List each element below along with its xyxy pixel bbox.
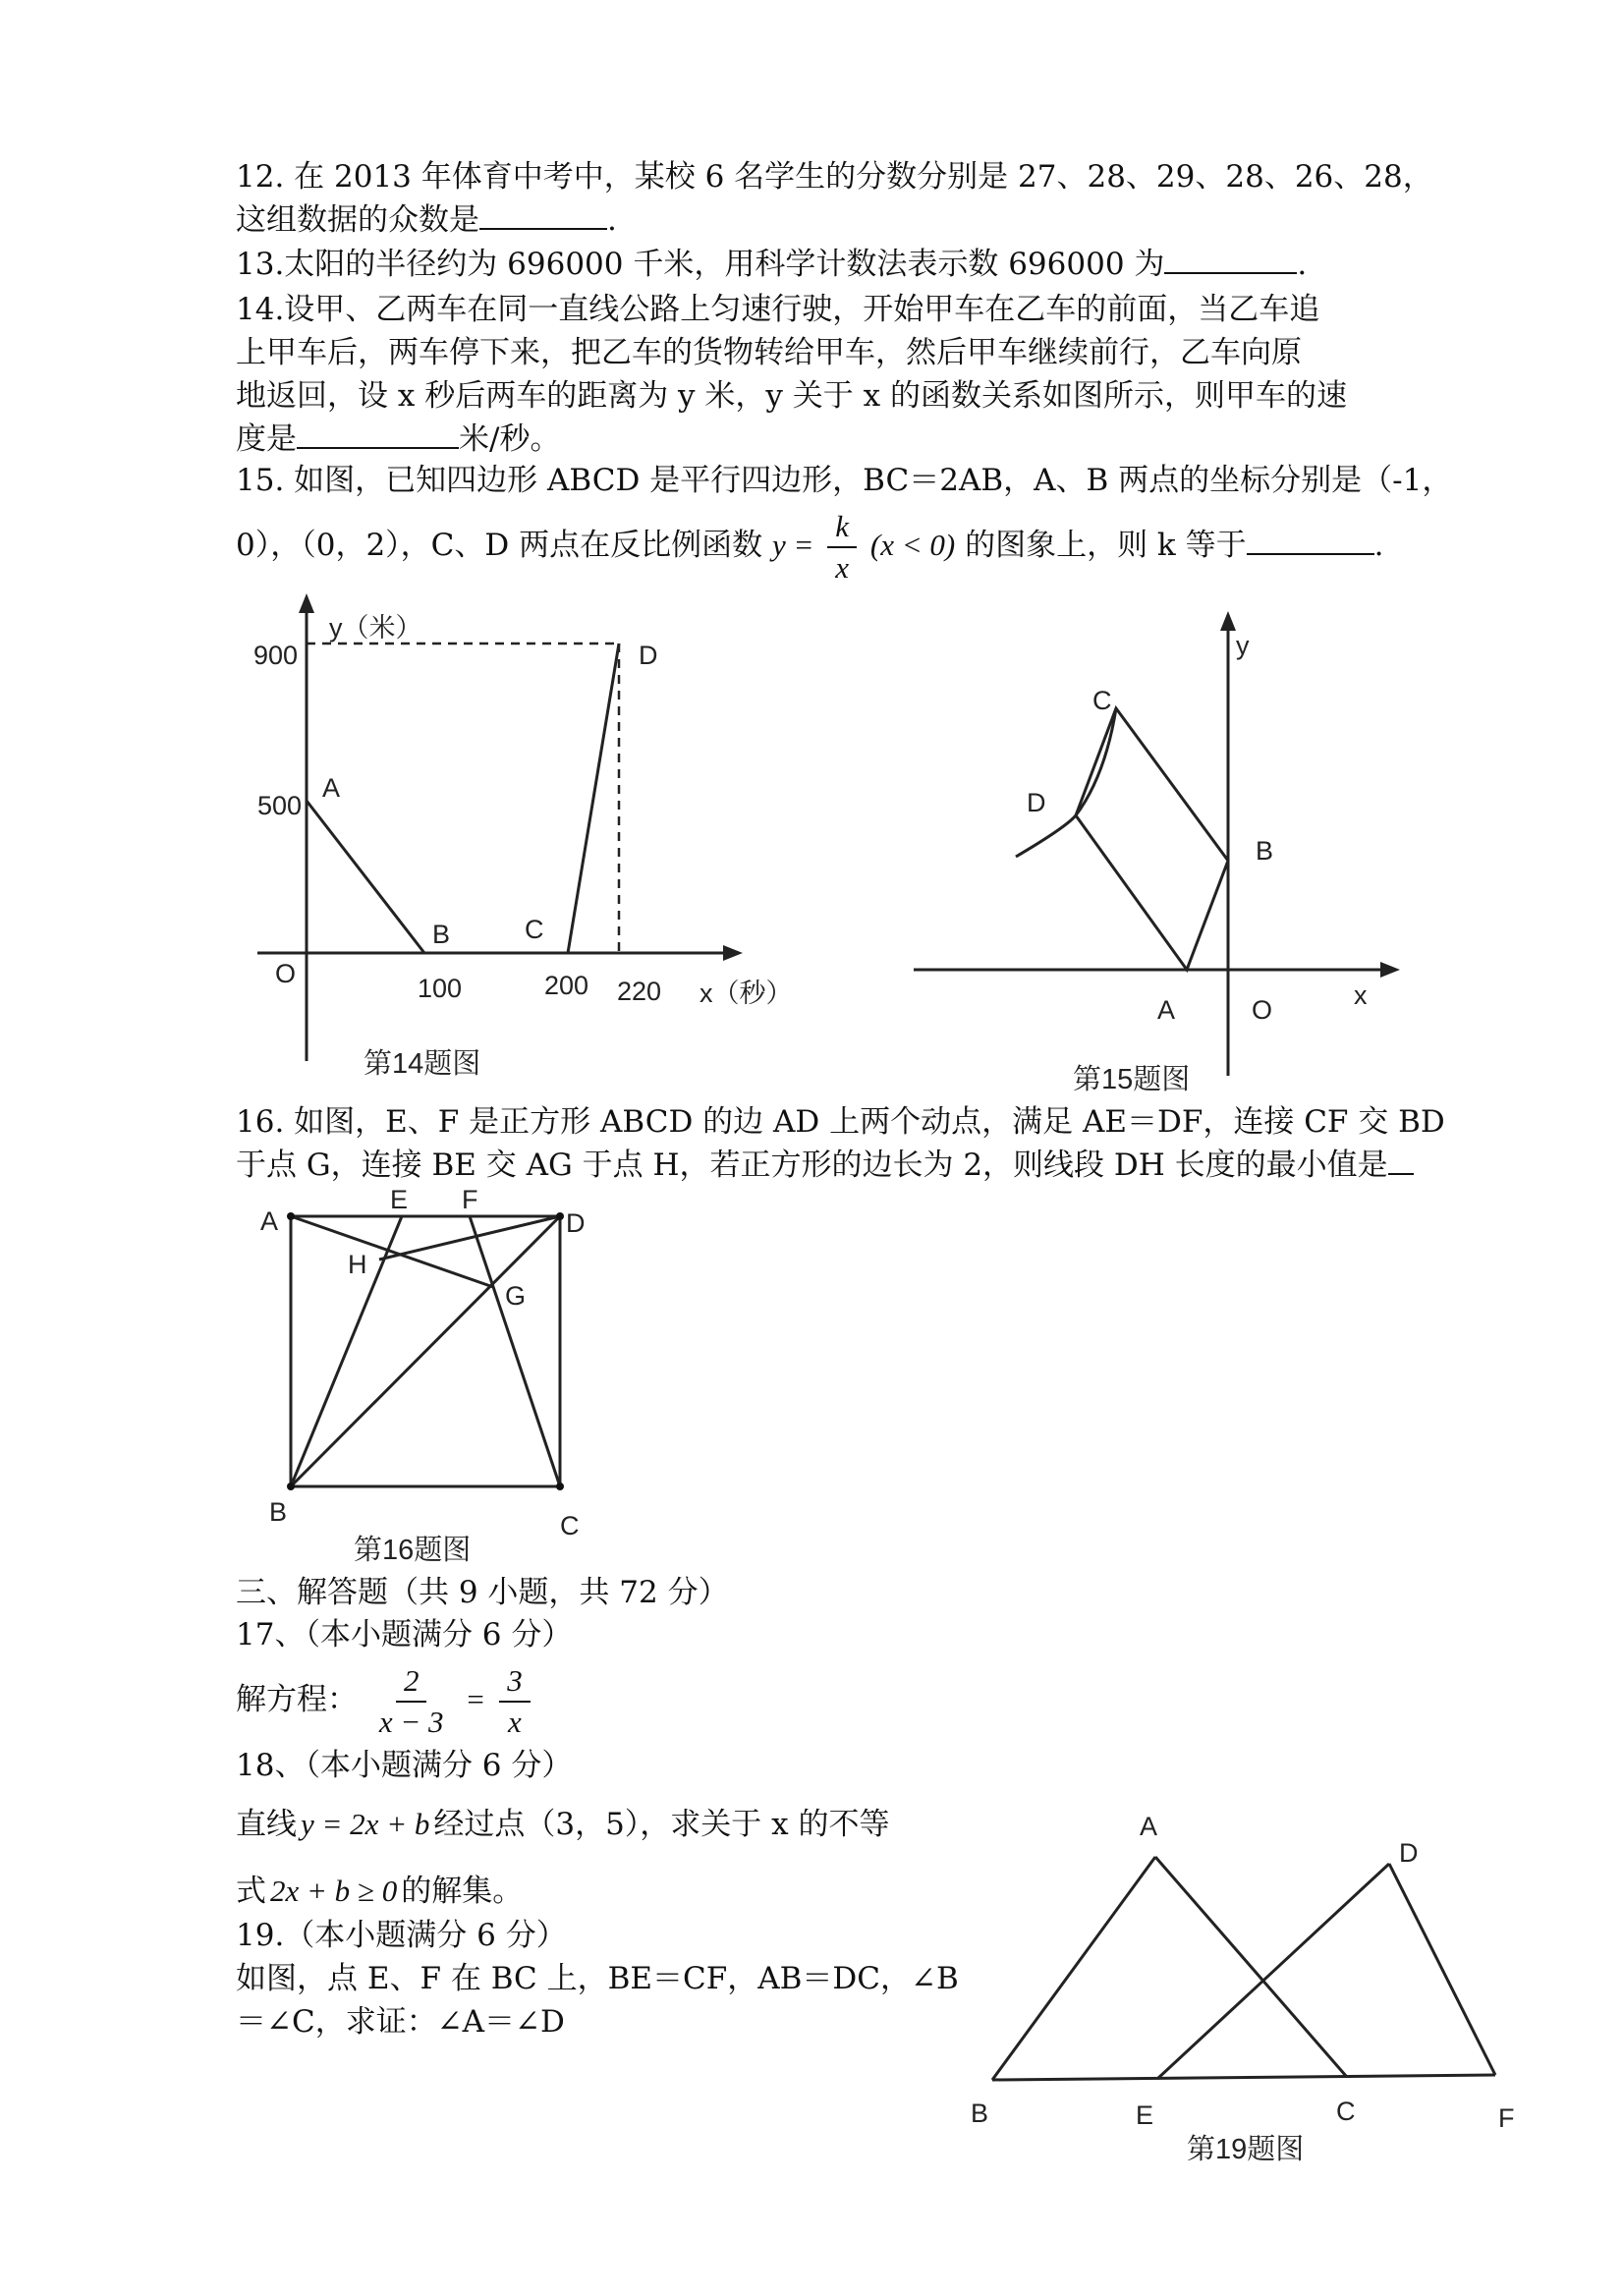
fig14-y-arrow: [299, 593, 314, 613]
q13-line1: 13.太阳的半径约为 696000 千米，用科学计数法表示数 696000 为 .: [236, 243, 1307, 286]
fig16-line-CF: [470, 1216, 560, 1486]
fig15-origin: O: [1252, 995, 1273, 1025]
fig16-dot-D: [556, 1212, 564, 1220]
fig19-point-B: B: [971, 2099, 989, 2128]
fig19-segment-DF: [1389, 1864, 1495, 2075]
fig14-point-C: C: [525, 915, 544, 944]
fig19-point-D: D: [1399, 1838, 1419, 1868]
q15-line2: 0），（0，2），C、D 两点在反比例函数 y = $\frac{k}{x}$ (x < 0) 的图象上，则 k 等于 .: [236, 506, 1383, 588]
answer-blank-13[interactable]: [1164, 243, 1297, 274]
answer-blank-14[interactable]: [297, 418, 459, 449]
fig14-tick-200: 200: [544, 971, 589, 1000]
q19-line1: 如图，点 E、F 在 BC 上，BE＝CF，AB＝DC，∠B: [236, 1961, 959, 1996]
fig14-segment-CD: [568, 644, 619, 953]
q19-header: 19.（本小题满分 6 分）: [236, 1918, 567, 1953]
answer-blank-15[interactable]: [1247, 524, 1374, 555]
fig15-point-A: A: [1157, 995, 1176, 1025]
q17-header: 17、（本小题满分 6 分）: [236, 1617, 573, 1652]
fig16-point-G: G: [505, 1281, 527, 1311]
fig19-point-A: A: [1140, 1812, 1158, 1841]
figure-15-parallelogram-hyperbola: [904, 599, 1415, 1100]
q14-line1: 14.设甲、乙两车在同一直线公路上匀速行驶，开始甲车在乙车的前面，当乙车追: [236, 292, 1320, 327]
fig15-hyperbola: [1016, 708, 1116, 857]
fig19-point-F: F: [1498, 2103, 1515, 2133]
fig15-caption: 第15题图: [1073, 1064, 1191, 1095]
fig16-point-H: H: [348, 1250, 367, 1279]
fig14-y-label: y（米）: [329, 613, 422, 643]
fig14-point-D: D: [639, 641, 658, 670]
q18-line1: 直线 y = 2x + b 经过点（3，5），求关于 x 的不等: [236, 1807, 890, 1842]
q16-line1: 16. 如图，E、F 是正方形 ABCD 的边 AD 上两个动点，满足 AE＝DF，连接 CF 交 BD: [236, 1104, 1445, 1140]
fig14-caption: 第14题图: [364, 1048, 481, 1080]
fig15-x-arrow: [1380, 962, 1400, 978]
q16-line2: 于点 G，连接 BE 交 AG 于点 H，若正方形的边长为 2，则线段 DH 长度的最小值是: [236, 1144, 1414, 1187]
fig15-x-label: x: [1354, 980, 1368, 1010]
fig16-diagonal-BD: [291, 1216, 560, 1486]
q17-rhs-fraction: $\frac{3}{x}$: [499, 1661, 531, 1742]
section-3-heading: 三、解答题（共 9 小题，共 72 分）: [236, 1575, 729, 1610]
q19-line2: ＝∠C，求证：∠A＝∠D: [236, 2004, 565, 2040]
fig14-segment-AB: [307, 801, 424, 953]
fig16-dot-A: [287, 1212, 295, 1220]
q14-line4: 度是 米/秒。: [236, 418, 560, 461]
fig14-tick-220: 220: [617, 977, 662, 1006]
q17-equation: 解方程： $\frac{2}{x - 3}$ = $\frac{3}{x}$: [236, 1660, 534, 1742]
fig14-tick-500: 500: [257, 791, 303, 820]
fig14-tick-100: 100: [418, 974, 463, 1003]
figure-14-distance-time-graph: [246, 589, 815, 1081]
fig15-point-C: C: [1092, 686, 1112, 715]
fig14-x-arrow: [723, 945, 743, 961]
fig16-point-D: D: [566, 1208, 586, 1238]
fig16-point-C: C: [560, 1511, 580, 1540]
q18-header: 18、（本小题满分 6 分）: [236, 1748, 573, 1783]
fig16-caption: 第16题图: [354, 1535, 472, 1566]
q14-line3: 地返回，设 x 秒后两车的距离为 y 米，y 关于 x 的函数关系如图所示，则甲车的速: [236, 378, 1347, 414]
fig19-point-E: E: [1136, 2100, 1154, 2130]
fig16-line-AG: [291, 1216, 493, 1287]
figure-19-triangles: [963, 1793, 1523, 2181]
fig15-point-D: D: [1027, 788, 1046, 817]
fig15-y-label: y: [1236, 631, 1250, 660]
fig16-point-A: A: [260, 1206, 279, 1236]
q12-line1: 12. 在 2013 年体育中考中，某校 6 名学生的分数分别是 27、28、29、28、26、28，: [236, 159, 1433, 195]
fig16-dot-C: [556, 1483, 564, 1490]
fig16-line-DH: [379, 1216, 560, 1260]
q15-fraction: $\frac{k}{x}$: [827, 507, 857, 588]
fig19-segment-AB: [992, 1857, 1155, 2080]
fig19-caption: 第19题图: [1187, 2134, 1305, 2165]
fig16-point-F: F: [462, 1185, 478, 1214]
q17-lhs-fraction: $\frac{2}{x - 3}$: [378, 1662, 444, 1739]
q12-line2: 这组数据的众数是 .: [236, 198, 617, 242]
fig14-point-A: A: [322, 773, 341, 803]
fig14-point-B: B: [432, 920, 451, 949]
fig16-dot-B: [287, 1483, 295, 1490]
fig16-point-E: E: [390, 1185, 409, 1214]
answer-blank-12[interactable]: [479, 198, 607, 230]
fig19-segment-ED: [1157, 1864, 1389, 2079]
fig15-y-arrow: [1220, 611, 1236, 631]
fig14-x-label: x（秒）: [700, 979, 793, 1008]
fig16-point-B: B: [269, 1497, 288, 1527]
q15-line1: 15. 如图，已知四边形 ABCD 是平行四边形，BC＝2AB，A、B 两点的坐标分别是（-1，: [236, 463, 1453, 498]
fig19-base-line: [992, 2075, 1495, 2080]
fig15-parallelogram: [1076, 708, 1228, 970]
answer-blank-16[interactable]: [1388, 1144, 1414, 1175]
fig15-point-B: B: [1256, 836, 1274, 866]
fig19-point-C: C: [1336, 2097, 1356, 2126]
fig14-tick-900: 900: [253, 641, 299, 670]
fig19-segment-AC: [1155, 1857, 1346, 2076]
figure-16-square: [246, 1174, 599, 1577]
q18-line2: 式 2x + b ≥ 0 的解集。: [236, 1874, 524, 1909]
q14-line2: 上甲车后，两车停下来，把乙车的货物转给甲车，然后甲车继续前行，乙车向原: [236, 335, 1302, 370]
fig14-origin: O: [275, 959, 297, 988]
